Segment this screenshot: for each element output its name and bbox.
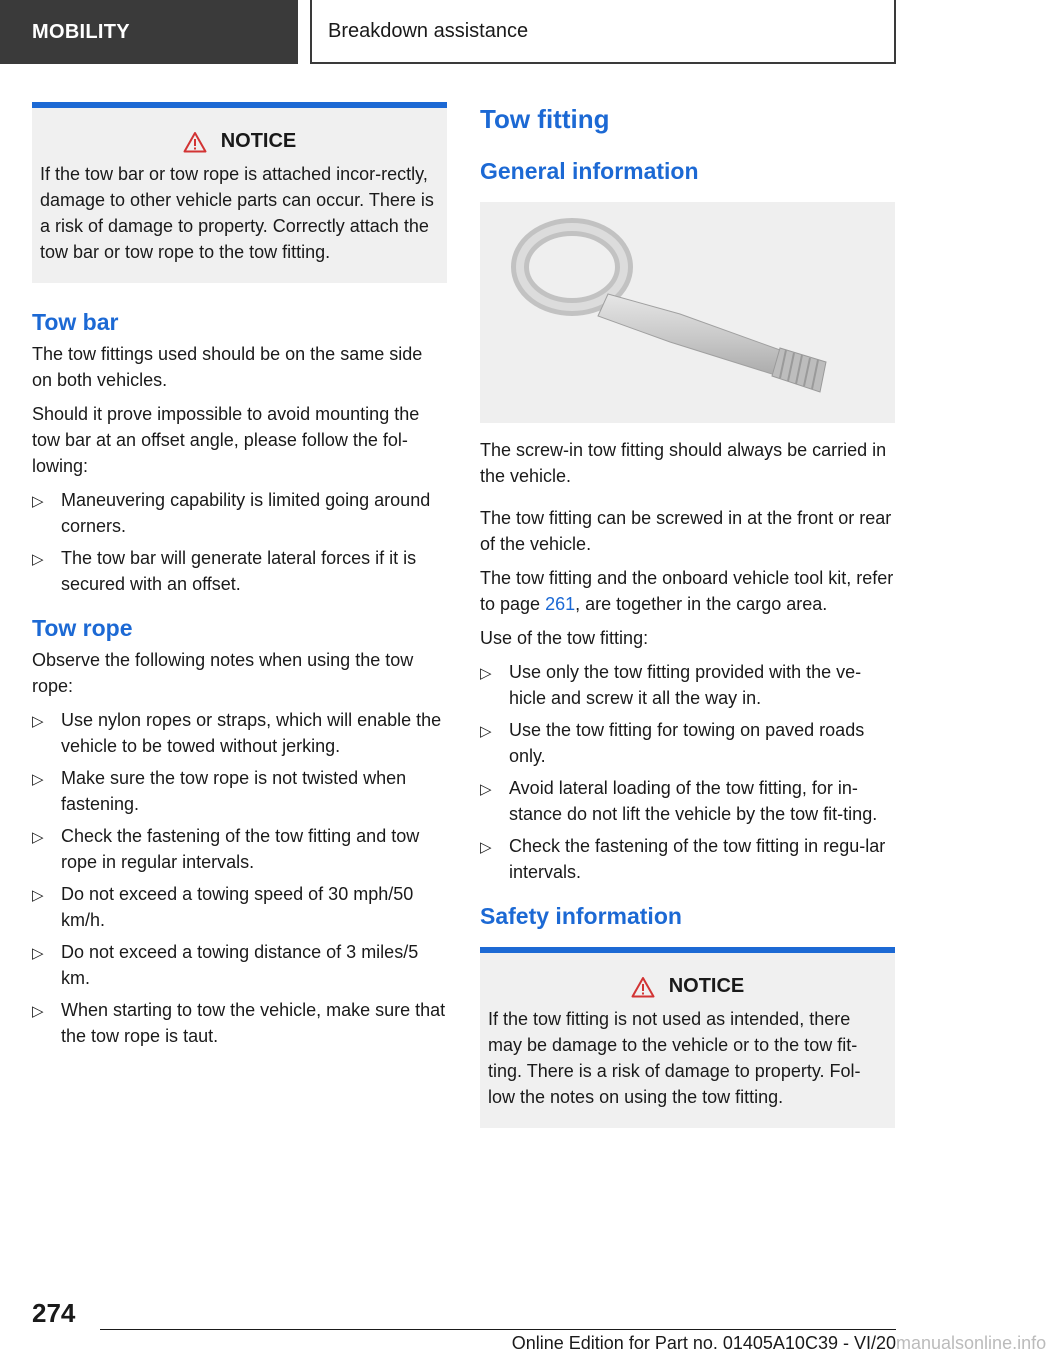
tow-rope-paragraph: Observe the following notes when using the tow rope: <box>32 650 414 696</box>
section-title: MOBILITY <box>32 20 130 43</box>
section-header <box>0 0 298 64</box>
list-item: ▷ Check the fastening of the tow fitting in regu-lar intervals. <box>480 836 886 882</box>
tow-bar-heading: Tow bar <box>32 309 119 335</box>
list-item: ▷ Check the fastening of the tow fitting and tow rope in regular intervals. <box>32 826 420 872</box>
list-item: ▷ Maneuvering capability is limited going around corners. <box>32 490 431 536</box>
page-reference-link[interactable]: 261 <box>545 594 576 614</box>
footer-divider <box>100 1329 896 1330</box>
notice-title: NOTICE <box>668 975 745 997</box>
watermark: manualsonline.info <box>896 1333 1046 1353</box>
list-item: ▷ The tow bar will generate lateral forces if it is secured with an offset. <box>32 548 417 594</box>
list-item: ▷ Make sure the tow rope is not twisted when fastening. <box>32 768 407 814</box>
bullet-triangle-icon: ▷ <box>480 723 492 740</box>
general-paragraph-with-link: The tow fitting and the onboard vehicle tool kit, refer to page 261, are together in the cargo area. <box>480 568 894 614</box>
bullet-triangle-icon: ▷ <box>480 665 492 682</box>
notice-text: If the tow fitting is not used as intended, there may be damage to the vehicle or to the tow fit-ting. There is a risk of damage to property. Fol-low the notes on using the tow fitting. <box>488 1009 861 1107</box>
bullet-triangle-icon: ▷ <box>32 771 44 788</box>
general-paragraph: The tow fitting can be screwed in at the front or rear of the vehicle. <box>480 508 892 554</box>
list-item: ▷ When starting to tow the vehicle, make sure that the tow rope is taut. <box>32 1000 446 1046</box>
list-item: ▷ Do not exceed a towing speed of 30 mph/50 km/h. <box>32 884 414 930</box>
list-item: ▷ Use only the tow fitting provided with the ve-hicle and screw it all the way in. <box>480 662 862 708</box>
list-item: ▷ Use the tow fitting for towing on paved roads only. <box>480 720 865 766</box>
notice-header <box>488 975 887 998</box>
notice-box <box>480 947 895 1128</box>
notice-header <box>40 130 439 153</box>
bullet-triangle-icon: ▷ <box>32 713 44 730</box>
list-item: ▷ Do not exceed a towing distance of 3 miles/5 km. <box>32 942 419 988</box>
page-number: 274 <box>32 1298 76 1328</box>
tow-bar-paragraph: The tow fittings used should be on the same side on both vehicles. <box>32 344 423 390</box>
bullet-triangle-icon: ▷ <box>32 887 44 904</box>
bullet-triangle-icon: ▷ <box>32 829 44 846</box>
right-column <box>480 102 895 1152</box>
chapter-header <box>310 0 896 64</box>
notice-box <box>32 102 447 283</box>
bullet-triangle-icon: ▷ <box>480 781 492 798</box>
notice-title: NOTICE <box>220 130 297 152</box>
bullet-triangle-icon: ▷ <box>32 1003 44 1020</box>
edition-info: Online Edition for Part no. 01405A10C39 - VI/20 <box>511 1333 896 1353</box>
warning-triangle-icon <box>631 976 655 998</box>
page-title: Tow fitting <box>480 104 610 134</box>
bullet-triangle-icon: ▷ <box>32 551 44 568</box>
tow-eye-illustration <box>480 202 895 423</box>
chapter-title: Breakdown assistance <box>328 19 529 42</box>
tow-rope-list <box>32 707 447 1049</box>
tow-fitting-image <box>480 202 895 423</box>
left-column <box>32 102 447 1065</box>
safety-information-heading: Safety information <box>480 903 682 929</box>
notice-text: If the tow bar or tow rope is attached incor-rectly, damage to other vehicle parts can occur. There is a risk of damage to property. Correctly attach the tow bar or tow rope to the tow fitting. <box>40 164 434 262</box>
general-paragraph: Use of the tow fitting: <box>480 628 649 648</box>
tow-bar-list <box>32 487 447 597</box>
warning-triangle-icon <box>183 131 207 153</box>
bullet-triangle-icon: ▷ <box>32 945 44 962</box>
list-item: ▷ Avoid lateral loading of the tow fitting, for in-stance do not lift the vehicle by the tow fit-ting. <box>480 778 878 824</box>
tow-bar-paragraph: Should it prove impossible to avoid mounting the tow bar at an offset angle, please follow the fol-lowing: <box>32 404 420 476</box>
list-item: ▷ Use nylon ropes or straps, which will enable the vehicle to be towed without jerking. <box>32 710 442 756</box>
tow-rope-heading: Tow rope <box>32 615 133 641</box>
bullet-triangle-icon: ▷ <box>32 493 44 510</box>
tow-fitting-list <box>480 659 895 885</box>
general-paragraph: The screw-in tow fitting should always be carried in the vehicle. <box>480 440 887 486</box>
bullet-triangle-icon: ▷ <box>480 839 492 856</box>
general-information-heading: General information <box>480 158 699 184</box>
